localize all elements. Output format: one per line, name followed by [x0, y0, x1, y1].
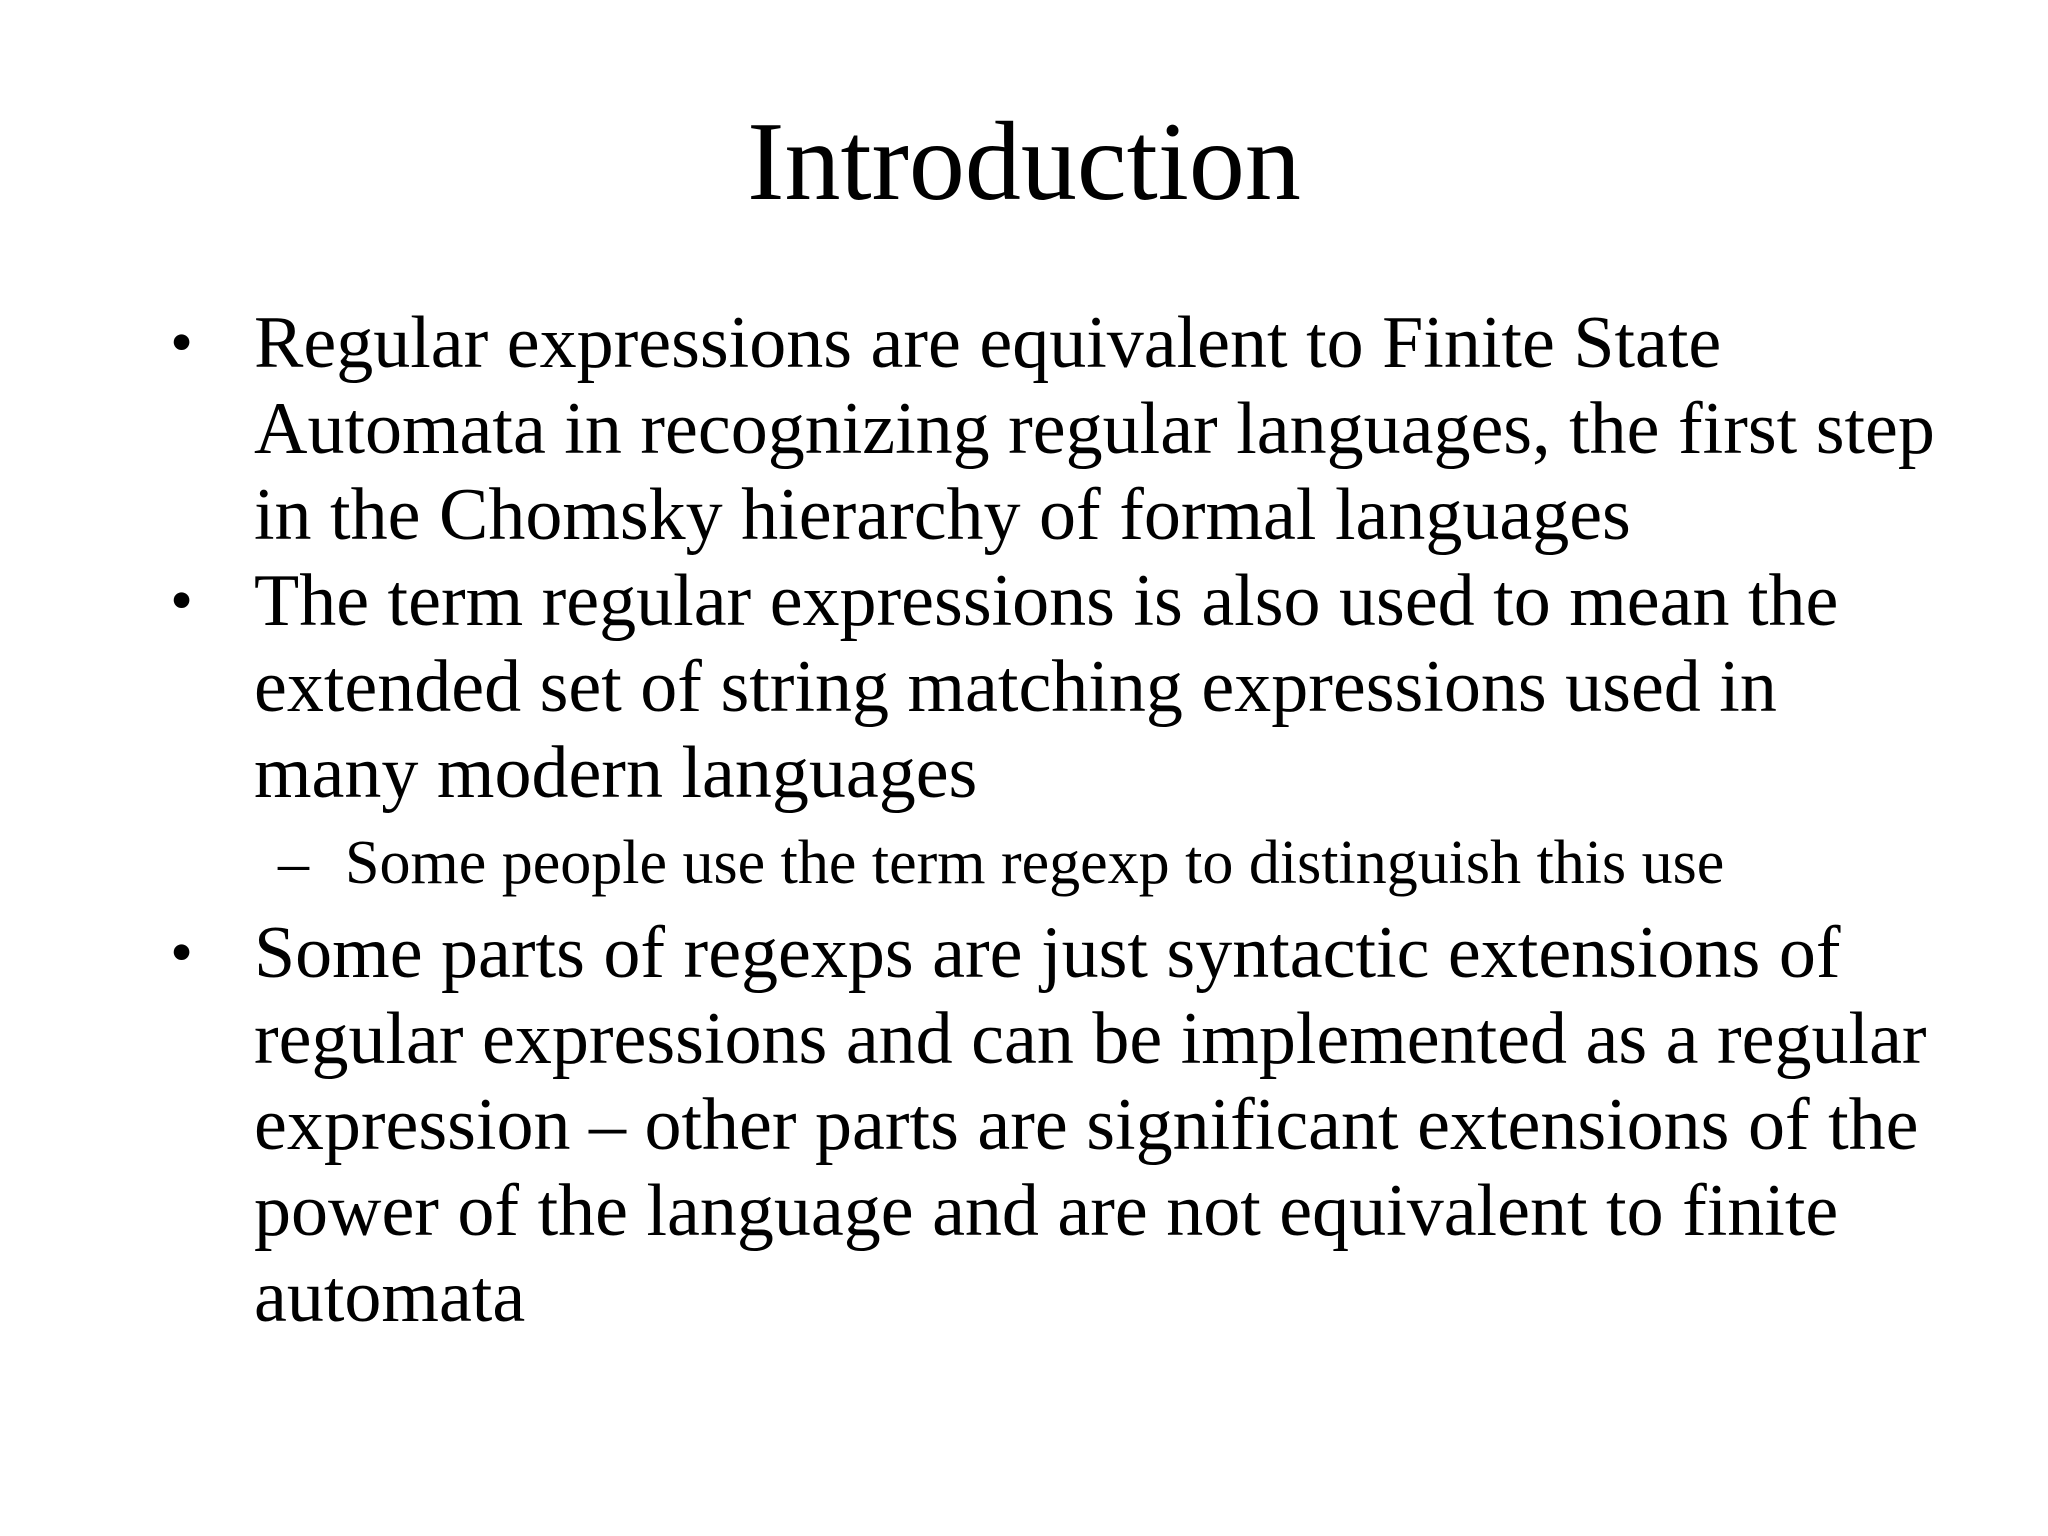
sub-bullet-text: Some people use the term regexp to distinguish this use — [345, 829, 1725, 897]
bullet-text: Some parts of regexps are just syntactic extensions of regular expressions and can be implemented as a regular expression – other parts are significant extensions of the power of the language and are not equivalent to finite automata — [254, 912, 1927, 1338]
bullet-list — [170, 300, 1950, 1340]
sub-bullet-list — [170, 816, 1950, 910]
sub-bullet-item — [170, 816, 1950, 910]
bullet-item — [170, 300, 1950, 558]
bullet-icon: • — [170, 564, 194, 637]
sub-bullet-group — [170, 816, 1950, 910]
bullet-item — [170, 910, 1950, 1340]
dash-icon: – — [278, 829, 309, 897]
bullet-icon: • — [170, 306, 194, 379]
bullet-text: Regular expressions are equivalent to Finite State Automata in recognizing regular languages, the first step in the Chomsky hierarchy of formal languages — [254, 302, 1935, 556]
bullet-icon: • — [170, 916, 194, 989]
bullet-item — [170, 558, 1950, 816]
bullet-text: The term regular expressions is also used to mean the extended set of string matching expressions used in many modern languages — [254, 560, 1839, 814]
slide-title: Introduction — [747, 100, 1301, 224]
